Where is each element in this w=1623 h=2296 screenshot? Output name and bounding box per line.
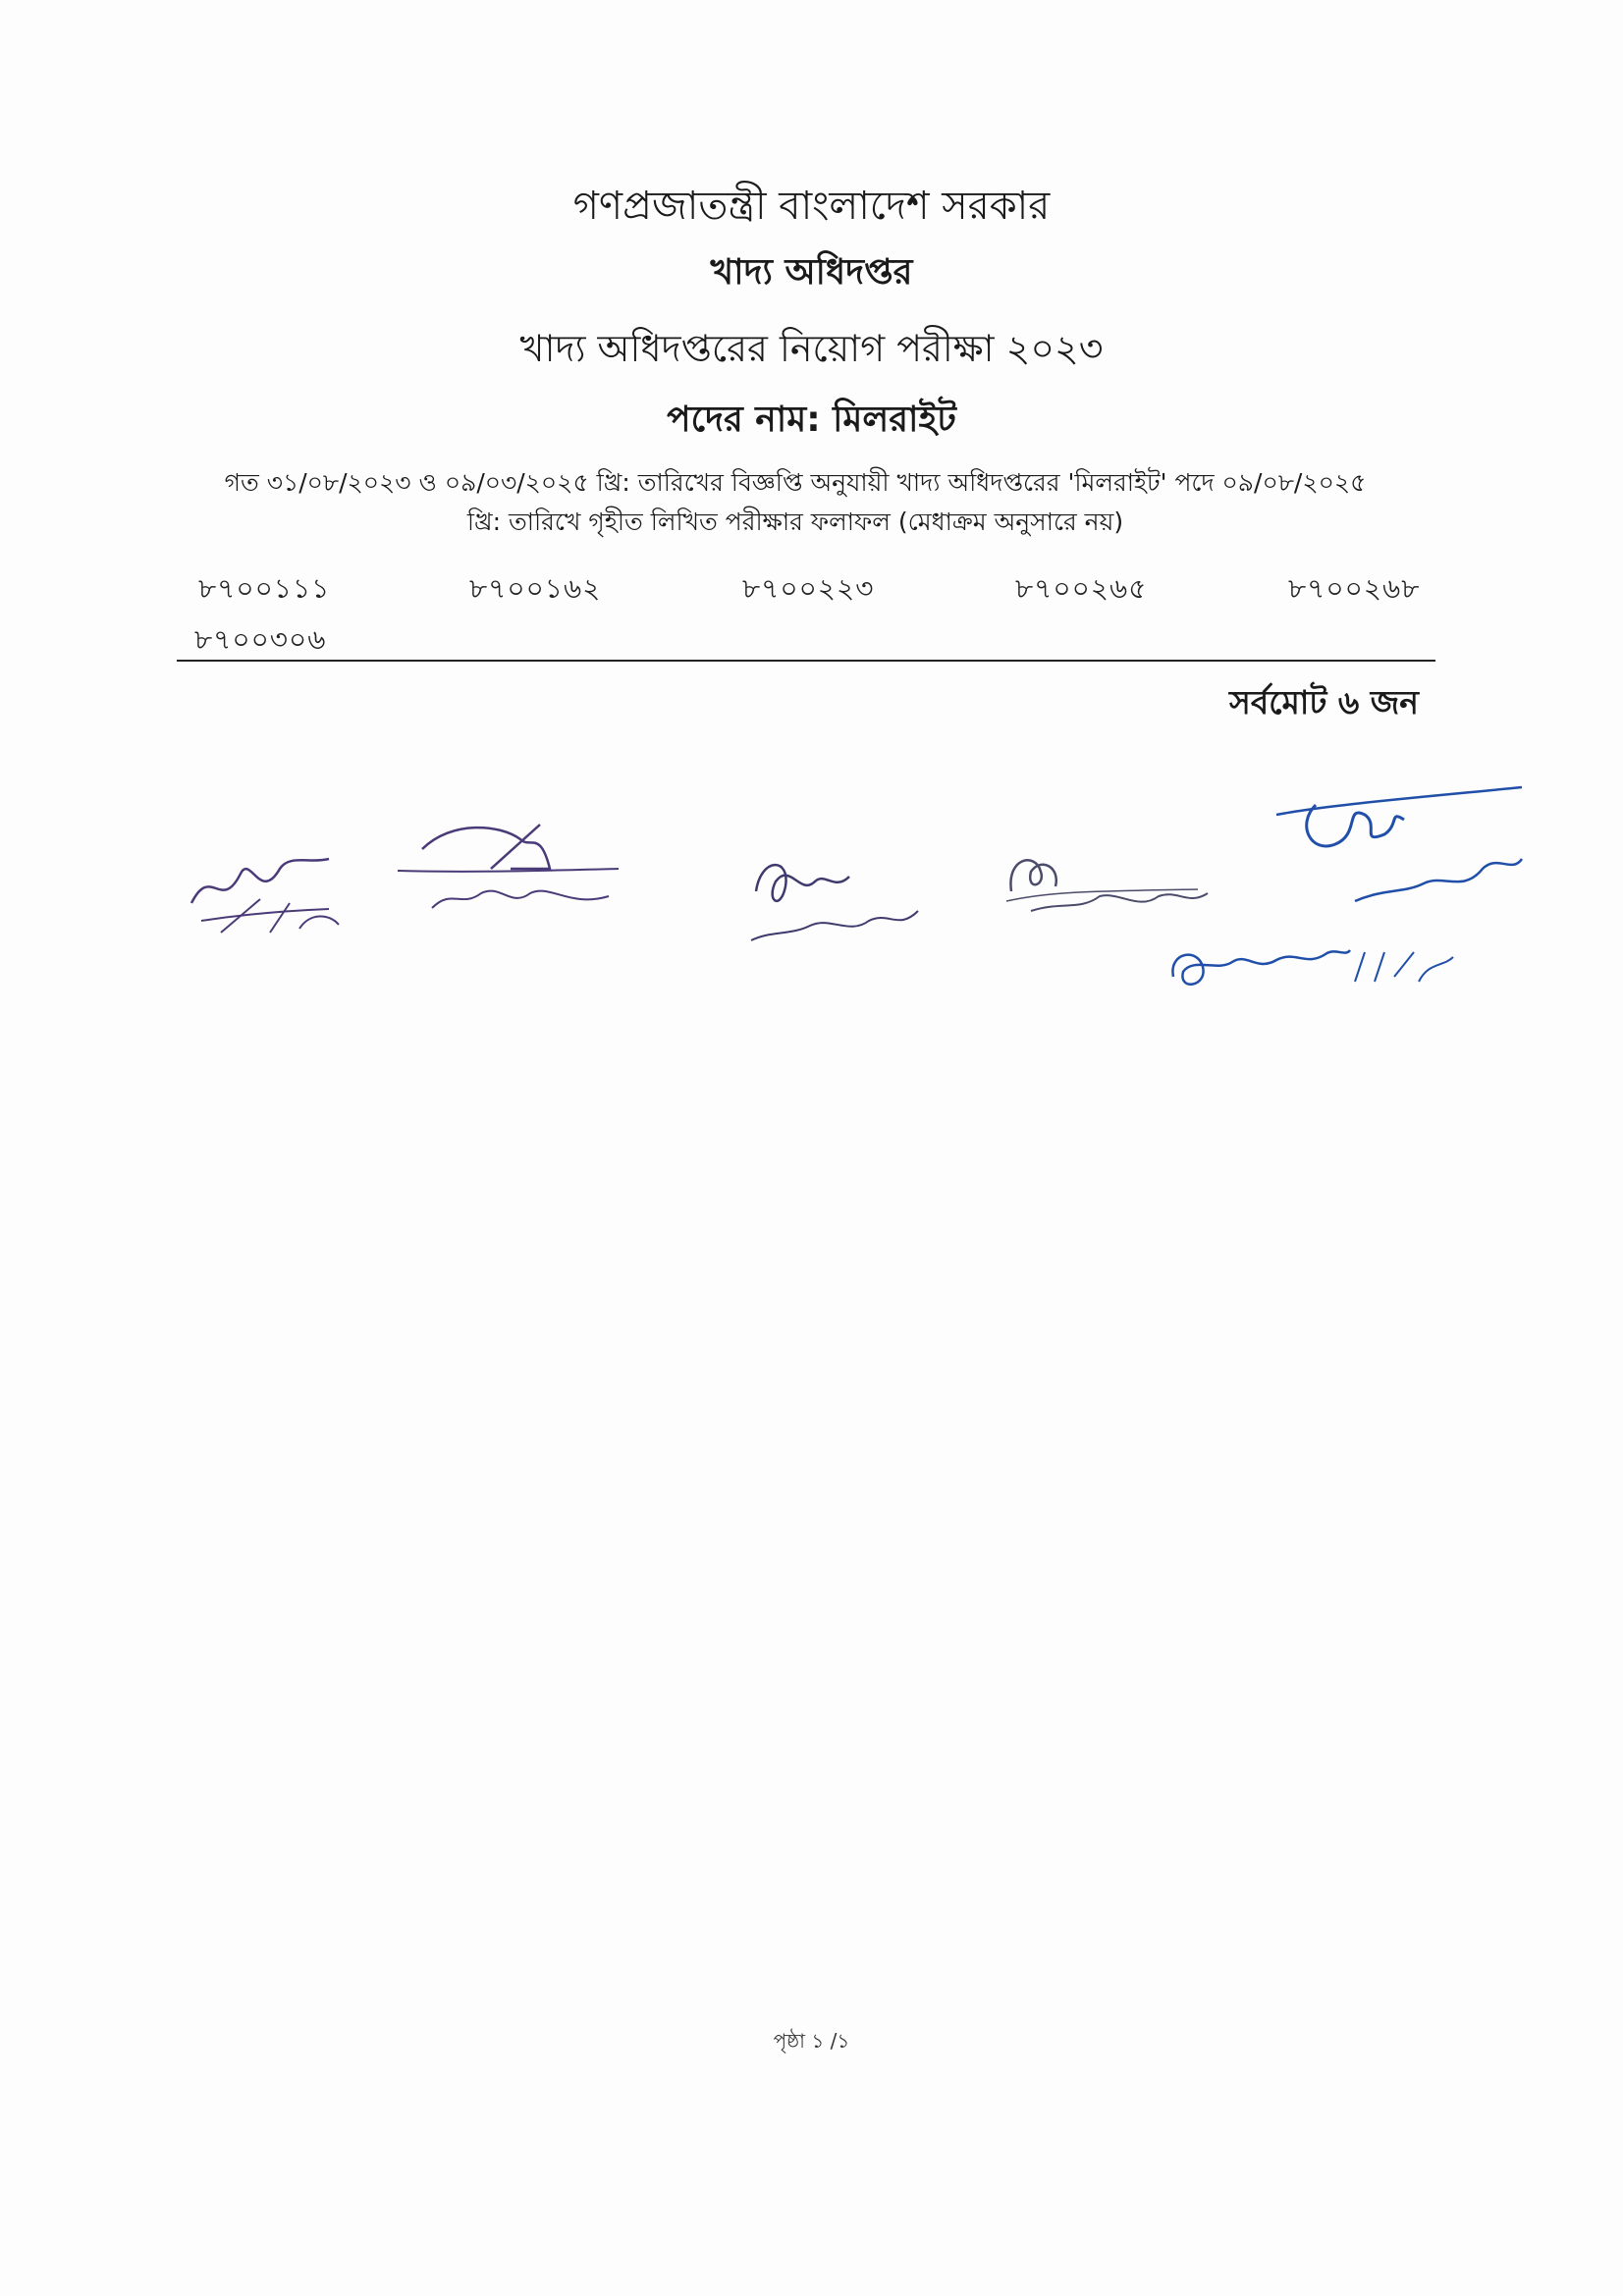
signature-1 (182, 834, 358, 942)
signature-5 (1267, 775, 1532, 923)
result-notice (147, 463, 1443, 542)
roll-number: ৮৭০০১১১ (198, 572, 331, 605)
signature-3 (741, 842, 928, 950)
government-title: গণপ্রজাতন্ত্রী বাংলাদেশ সরকার (572, 184, 1051, 229)
roll-number: ৮৭০০২৬৫ (1015, 572, 1148, 605)
signature-4 (992, 832, 1217, 931)
signature-6 (1159, 923, 1473, 1011)
roll-number: ৮৭০০২২৩ (742, 572, 875, 605)
notice-line-2: খ্রি: তারিখে গৃহীত লিখিত পরীক্ষার ফলাফল (মেধাক্রম অনুসারে নয়) (466, 507, 1124, 536)
department-title: খাদ্য অধিদপ্তর (710, 252, 913, 293)
roll-number: ৮৭০০২৬৮ (1288, 572, 1421, 605)
notice-line-1: গত ৩১/০৮/২০২৩ ও ০৯/০৩/২০২৫ খ্রি: তারিখের বিজ্ঞপ্তি অনুযায়ী খাদ্য অধিদপ্তরের 'মিলরাইট' পদে ০৯/০৮/২০২৫ (224, 468, 1367, 497)
total-count: সর্বমোট ৬ জন (1229, 683, 1419, 721)
divider-line (177, 660, 1435, 662)
roll-number: ৮৭০০১৬২ (469, 572, 602, 605)
exam-title: খাদ্য অধিদপ্তরের নিয়োগ পরীক্ষা ২০২৩ (519, 327, 1104, 370)
roll-number: ৮৭০০৩০৬ (194, 623, 327, 656)
page-number: পৃষ্ঠা ১ /১ (773, 2029, 850, 2053)
signature-2 (393, 810, 628, 928)
post-name: পদের নাম: মিলরাইট (667, 400, 956, 440)
